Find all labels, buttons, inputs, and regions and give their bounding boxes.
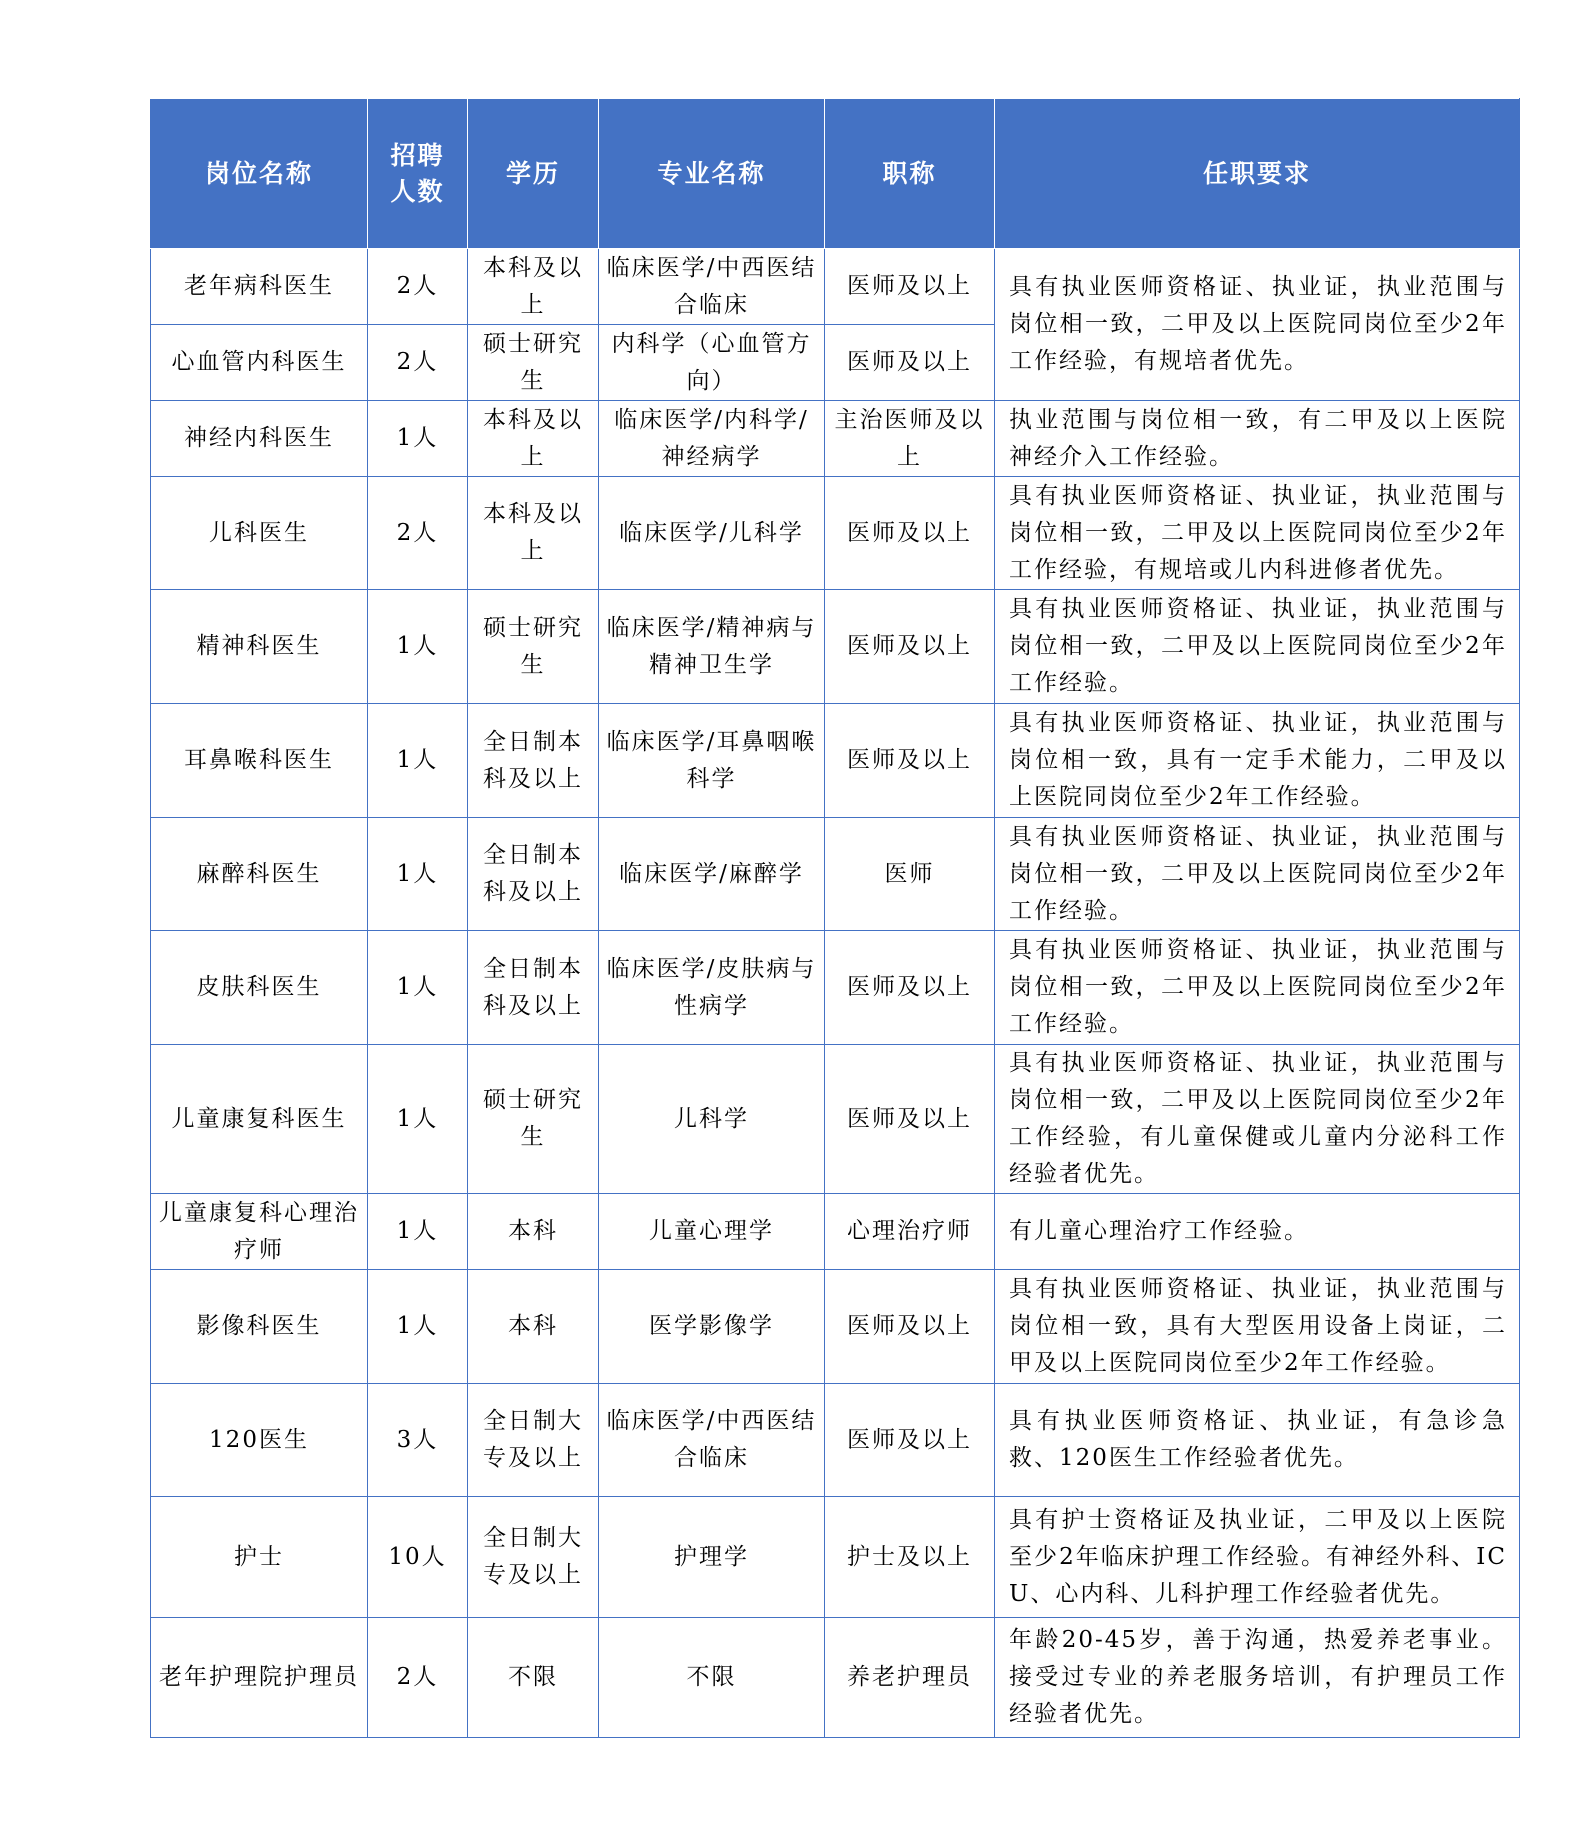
header-count	[368, 99, 468, 249]
cell-count: 2人	[368, 1618, 468, 1738]
cell-count: 1人	[368, 1045, 468, 1194]
cell-education: 全日制本科及以上	[468, 931, 599, 1045]
table-row	[151, 477, 1520, 590]
cell-major: 医学影像学	[599, 1270, 825, 1384]
cell-education: 本科	[468, 1194, 599, 1270]
cell-position: 神经内科医生	[151, 401, 368, 477]
table-row	[151, 249, 1520, 325]
cell-title: 护士及以上	[825, 1497, 995, 1618]
cell-title: 医师及以上	[825, 590, 995, 704]
cell-count: 1人	[368, 818, 468, 931]
header-count-line1: 招聘	[390, 140, 445, 170]
cell-count: 1人	[368, 1270, 468, 1384]
table-row	[151, 1384, 1520, 1497]
cell-position: 儿科医生	[151, 477, 368, 590]
cell-requirement: 有儿童心理治疗工作经验。	[995, 1194, 1520, 1270]
cell-title: 养老护理员	[825, 1618, 995, 1738]
cell-title: 心理治疗师	[825, 1194, 995, 1270]
cell-count: 2人	[368, 477, 468, 590]
cell-count: 1人	[368, 1194, 468, 1270]
cell-position: 耳鼻喉科医生	[151, 704, 368, 818]
cell-requirement: 具有执业医师资格证、执业证，执业范围与岗位相一致，具有一定手术能力，二甲及以上医院同岗位至少2年工作经验。	[995, 704, 1520, 818]
cell-education: 本科	[468, 1270, 599, 1384]
header-education: 学历	[468, 99, 599, 249]
table-row	[151, 931, 1520, 1045]
cell-title: 主治医师及以上	[825, 401, 995, 477]
cell-position: 皮肤科医生	[151, 931, 368, 1045]
cell-position: 老年病科医生	[151, 249, 368, 325]
recruitment-table	[150, 98, 1520, 1738]
cell-position: 120医生	[151, 1384, 368, 1497]
table-header-row	[151, 99, 1520, 249]
cell-education: 全日制大专及以上	[468, 1384, 599, 1497]
cell-education: 不限	[468, 1618, 599, 1738]
header-major: 专业名称	[599, 99, 825, 249]
cell-title: 医师及以上	[825, 325, 995, 401]
cell-count: 2人	[368, 249, 468, 325]
table-row	[151, 1618, 1520, 1738]
cell-education: 硕士研究生	[468, 590, 599, 704]
cell-count: 1人	[368, 931, 468, 1045]
cell-requirement: 具有执业医师资格证、执业证，执业范围与岗位相一致，二甲及以上医院同岗位至少2年工作经验，有规培或儿内科进修者优先。	[995, 477, 1520, 590]
cell-education: 全日制本科及以上	[468, 818, 599, 931]
cell-education: 本科及以上	[468, 477, 599, 590]
table-row	[151, 1194, 1520, 1270]
cell-title: 医师	[825, 818, 995, 931]
cell-requirement: 具有执业医师资格证、执业证，执业范围与岗位相一致，具有大型医用设备上岗证，二甲及以上医院同岗位至少2年工作经验。	[995, 1270, 1520, 1384]
cell-count: 1人	[368, 401, 468, 477]
cell-major: 儿童心理学	[599, 1194, 825, 1270]
table-row	[151, 1270, 1520, 1384]
cell-title: 医师及以上	[825, 1045, 995, 1194]
cell-position: 影像科医生	[151, 1270, 368, 1384]
cell-requirement: 具有执业医师资格证、执业证，有急诊急救、120医生工作经验者优先。	[995, 1384, 1520, 1497]
cell-requirement: 具有执业医师资格证、执业证，执业范围与岗位相一致，二甲及以上医院同岗位至少2年工作经验。	[995, 818, 1520, 931]
cell-title: 医师及以上	[825, 1384, 995, 1497]
cell-position: 儿童康复科心理治疗师	[151, 1194, 368, 1270]
cell-count: 1人	[368, 704, 468, 818]
table-row	[151, 1045, 1520, 1194]
cell-title: 医师及以上	[825, 1270, 995, 1384]
cell-position: 麻醉科医生	[151, 818, 368, 931]
table-row	[151, 590, 1520, 704]
cell-major: 临床医学/麻醉学	[599, 818, 825, 931]
cell-position: 儿童康复科医生	[151, 1045, 368, 1194]
cell-requirement: 具有执业医师资格证、执业证，执业范围与岗位相一致，二甲及以上医院同岗位至少2年工作经验，有儿童保健或儿童内分泌科工作经验者优先。	[995, 1045, 1520, 1194]
cell-education: 本科及以上	[468, 401, 599, 477]
cell-major: 临床医学/内科学/神经病学	[599, 401, 825, 477]
cell-major: 临床医学/儿科学	[599, 477, 825, 590]
cell-major: 临床医学/精神病与精神卫生学	[599, 590, 825, 704]
cell-major: 儿科学	[599, 1045, 825, 1194]
cell-education: 全日制大专及以上	[468, 1497, 599, 1618]
cell-count: 2人	[368, 325, 468, 401]
cell-count: 1人	[368, 590, 468, 704]
cell-education: 硕士研究生	[468, 1045, 599, 1194]
cell-title: 医师及以上	[825, 477, 995, 590]
header-title: 职称	[825, 99, 995, 249]
cell-major: 护理学	[599, 1497, 825, 1618]
header-requirement: 任职要求	[995, 99, 1520, 249]
cell-title: 医师及以上	[825, 931, 995, 1045]
cell-title: 医师及以上	[825, 704, 995, 818]
cell-requirement: 具有执业医师资格证、执业证，执业范围与岗位相一致，二甲及以上医院同岗位至少2年工作经验。	[995, 590, 1520, 704]
cell-position: 精神科医生	[151, 590, 368, 704]
table-row	[151, 1497, 1520, 1618]
cell-title: 医师及以上	[825, 249, 995, 325]
cell-position: 护士	[151, 1497, 368, 1618]
cell-major: 临床医学/耳鼻咽喉科学	[599, 704, 825, 818]
cell-count: 10人	[368, 1497, 468, 1618]
header-position: 岗位名称	[151, 99, 368, 249]
cell-major: 内科学（心血管方向）	[599, 325, 825, 401]
cell-requirement: 具有执业医师资格证、执业证，执业范围与岗位相一致，二甲及以上医院同岗位至少2年工作经验，有规培者优先。	[995, 249, 1520, 401]
table-row	[151, 704, 1520, 818]
cell-major: 不限	[599, 1618, 825, 1738]
cell-requirement: 具有执业医师资格证、执业证，执业范围与岗位相一致，二甲及以上医院同岗位至少2年工作经验。	[995, 931, 1520, 1045]
cell-requirement: 年龄20-45岁，善于沟通，热爱养老事业。接受过专业的养老服务培训，有护理员工作经验者优先。	[995, 1618, 1520, 1738]
cell-requirement: 具有护士资格证及执业证，二甲及以上医院至少2年临床护理工作经验。有神经外科、ICU、心内科、儿科护理工作经验者优先。	[995, 1497, 1520, 1618]
cell-position: 老年护理院护理员	[151, 1618, 368, 1738]
cell-education: 本科及以上	[468, 249, 599, 325]
cell-count: 3人	[368, 1384, 468, 1497]
table-row	[151, 818, 1520, 931]
cell-requirement: 执业范围与岗位相一致，有二甲及以上医院神经介入工作经验。	[995, 401, 1520, 477]
cell-education: 硕士研究生	[468, 325, 599, 401]
cell-education: 全日制本科及以上	[468, 704, 599, 818]
cell-position: 心血管内科医生	[151, 325, 368, 401]
cell-major: 临床医学/中西医结合临床	[599, 1384, 825, 1497]
cell-major: 临床医学/中西医结合临床	[599, 249, 825, 325]
table-row	[151, 401, 1520, 477]
header-count-line2: 人数	[390, 176, 445, 206]
cell-major: 临床医学/皮肤病与性病学	[599, 931, 825, 1045]
